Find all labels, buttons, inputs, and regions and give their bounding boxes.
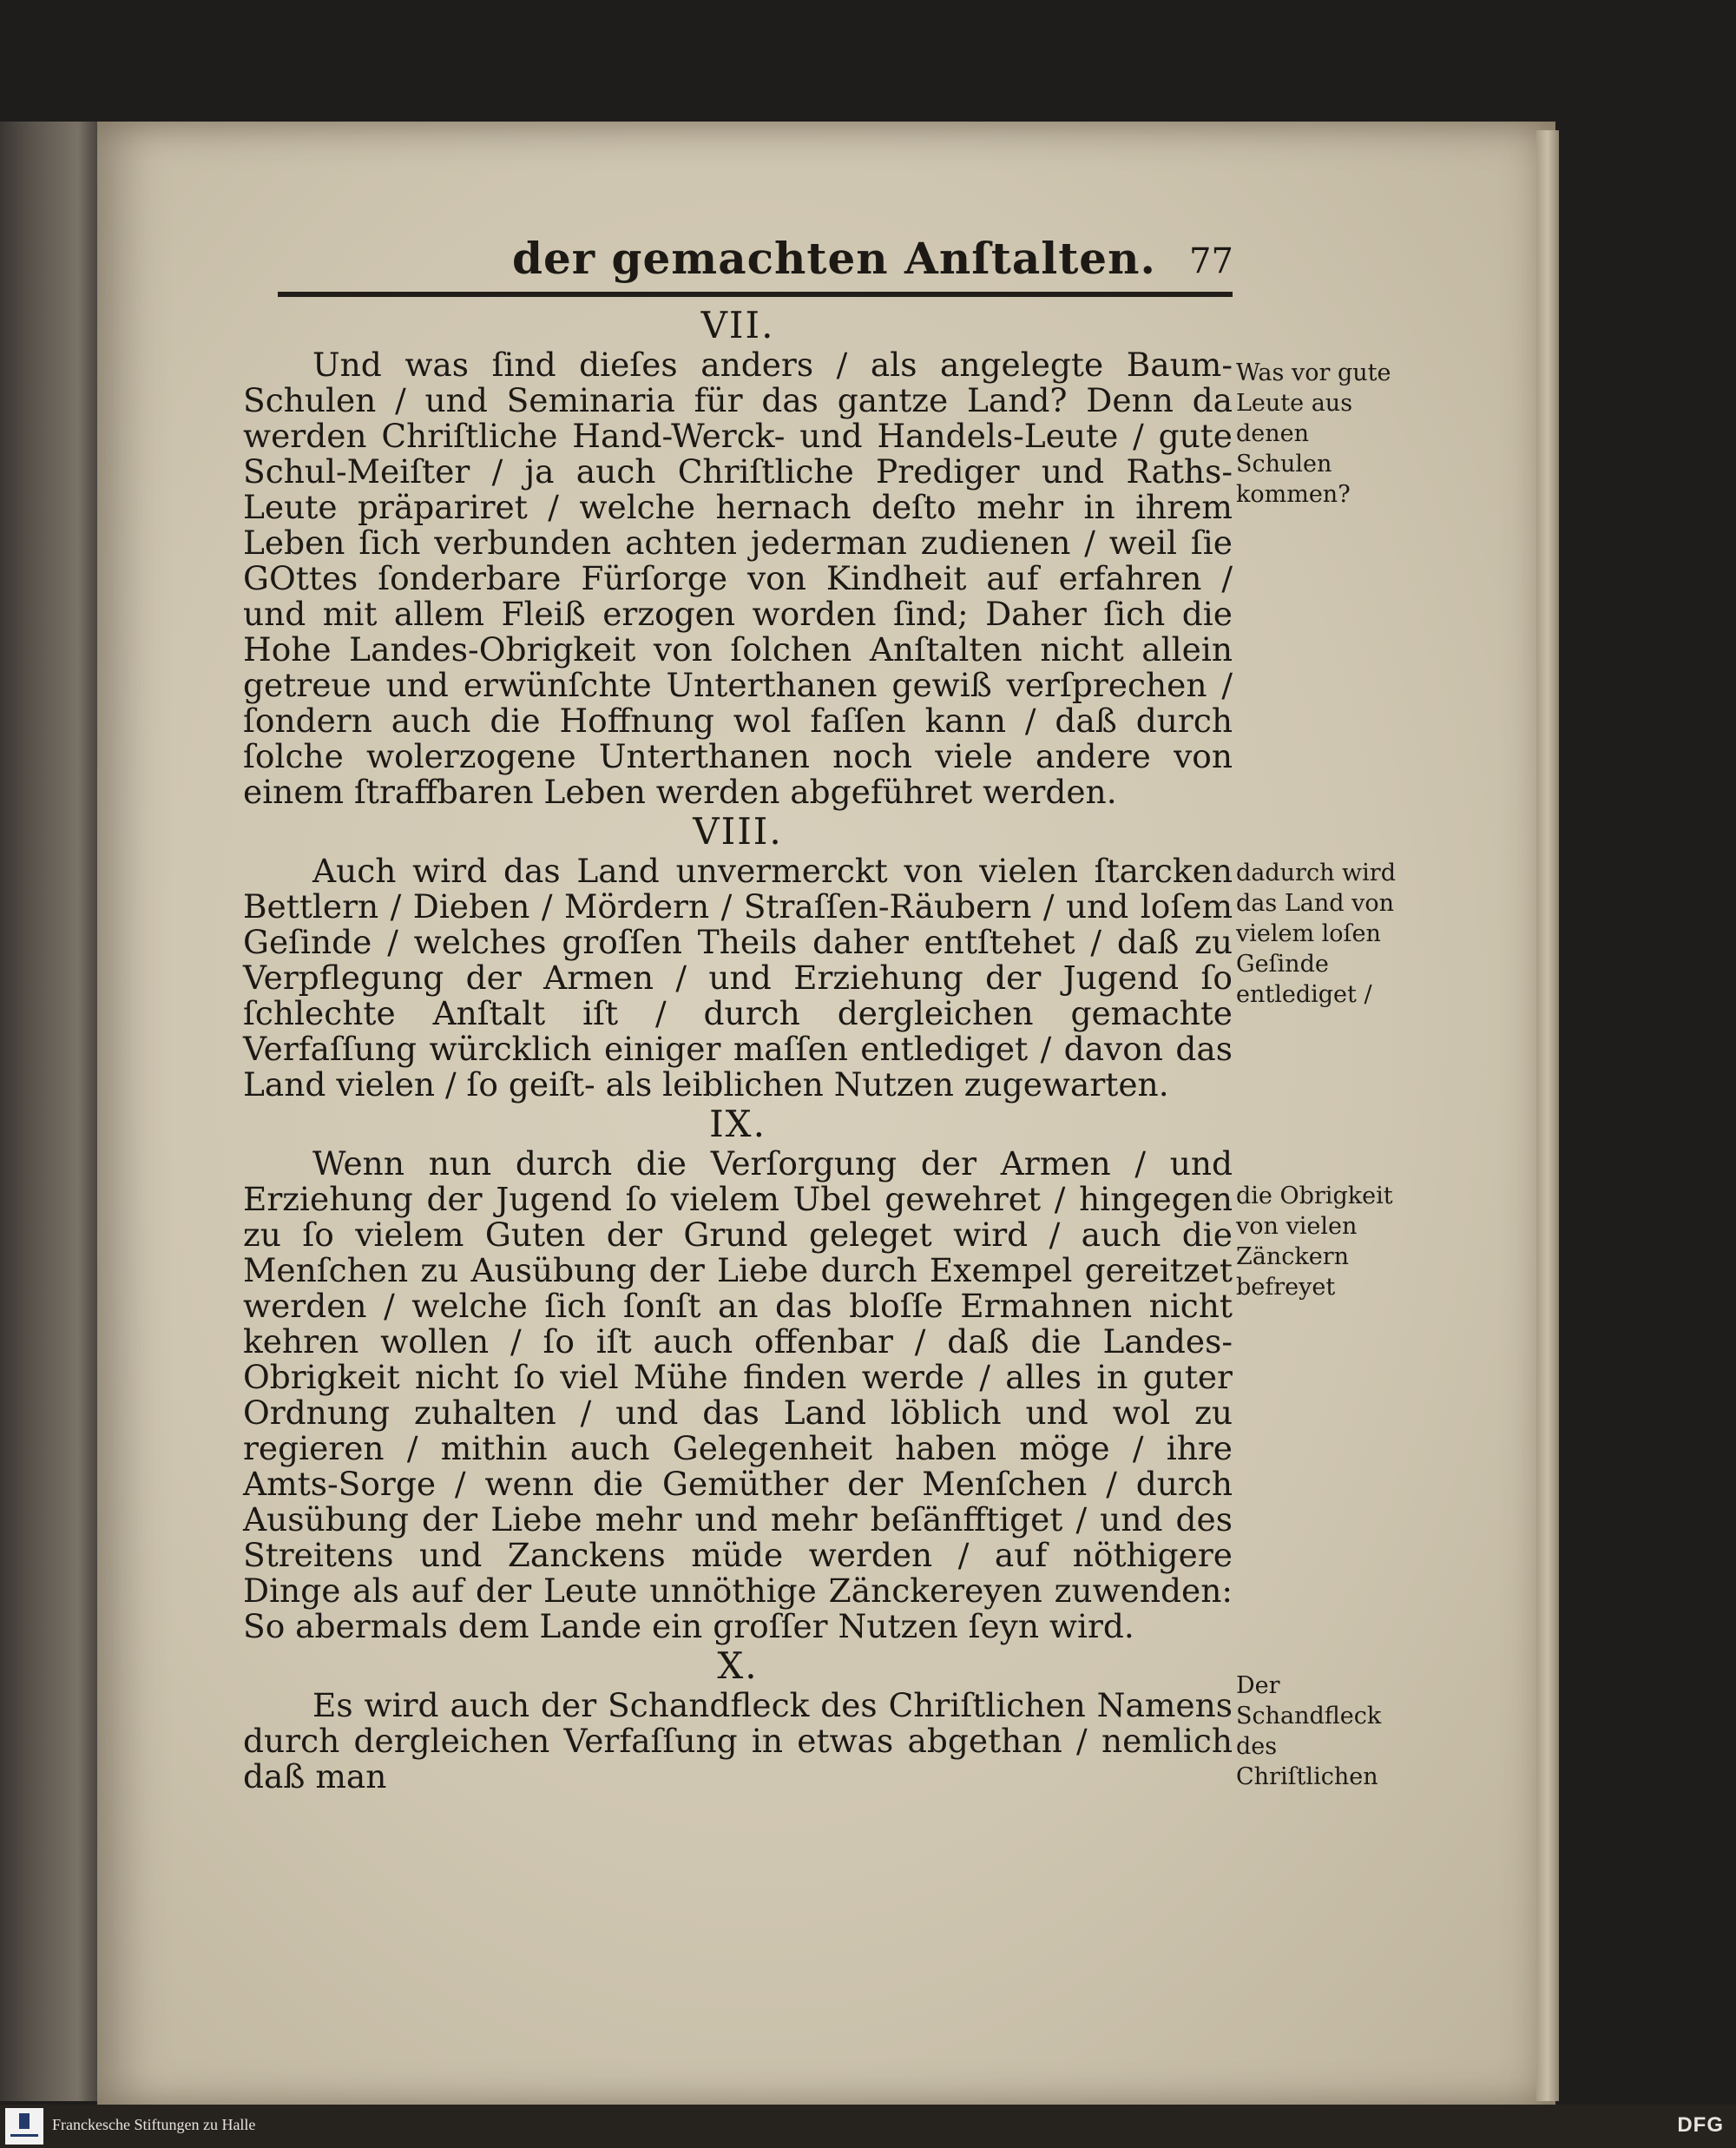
section-number: IX. <box>709 1103 766 1145</box>
margin-note: dadurch wird das Land von vielem loſen Geſinde entlediget / <box>1236 860 1396 1008</box>
page-number: 77 <box>1189 241 1233 281</box>
section-paragraph: Es wird auch der Schandfleck des Chriſtlichen Namens durch dergleichen Verfaſſung in etwas abgethan / nemlich daß man <box>243 1686 1233 1795</box>
section-paragraph: Und was ſind dieſes anders / als angelegte Baum-Schulen / und Seminaria für das gantze Land? Denn da werden Chriſtliche Hand-Werck- und Handels-Leute / gute Schul-Meiſter / ja auch Chriſtliche Prediger und Raths-Leute präpariret / welche hernach deſto mehr in ihrem Leben ſich verbunden achten jederman zudienen / weil ſie GOttes ſonderbare Fürſorge von Kindheit auf erfahren / und mit allem Fleiß erzogen worden ſind; Daher ſich die Hohe Landes-Obrigkeit von ſolchen Anſtalten nicht allein getreue und erwünſchte Unterthanen gewiß verſprechen / ſondern auch die Hoffnung wol faſſen kann / daß durch ſolche wolerzogene Unterthanen noch viele andere von einem ſtraffbaren Leben werden abgeführet werden. <box>243 346 1233 811</box>
section-paragraph: Wenn nun durch die Verſorgung der Armen / und Erziehung der Jugend ſo vielem Ubel gewehret / hingegen zu ſo vielem Guten der Grund geleget wird / auch die Menſchen zu Ausübung der Liebe durch Exempel gereitzet werden / welche ſich ſonſt an das bloſſe Ermahnen nicht kehren wollen / ſo iſt auch offenbar / daß die Landes-Obrigkeit nicht ſo viel Mühe finden werde / alles in guter Ordnung zuhalten / und das Land löblich und wol zu regieren / mithin auch Gelegenheit haben möge / ihre Amts-Sorge / wenn die Gemüther der Menſchen / durch Ausübung der Liebe mehr und mehr beſänfftiget / und des Streitens und Zanckens müde werden / auf nöthigere Dinge als auf der Leute unnöthige Zänckereyen zuwenden: So abermals dem Lande ein groſſer Nutzen ſeyn wird. <box>243 1144 1233 1645</box>
page-edge <box>1536 130 1559 2101</box>
margin-note: die Obrigkeit von vielen Zänckern befreyet <box>1236 1183 1393 1301</box>
margin-note: Der Schandfleck des Chriſtlichen <box>1236 1672 1382 1790</box>
page-header <box>278 233 1233 293</box>
institution-logo-icon <box>5 2108 43 2145</box>
dfg-logo: DFG <box>1677 2113 1724 2137</box>
margin-note: Was vor gute Leute aus denen Schulen kommen? <box>1236 359 1391 508</box>
left-page-edge <box>0 122 97 2101</box>
section-paragraph: Auch wird das Land unvermerckt von vielen ſtarcken Bettlern / Dieben / Mördern / Straſſen-Räubern / und loſem Geſinde / welches groſſen Theils daher entſtehet / daß zu Verpflegung der Armen / und Erziehung der Jugend ſo ſchlechte Anſtalt iſt / durch dergleichen gemachte Verfaſſung würcklich einiger maſſen entlediget / davon das Land vielen / ſo geiſt- als leiblichen Nutzen zugewarten. <box>243 852 1233 1104</box>
viewer-footer <box>0 2105 1736 2148</box>
section-number: VIII. <box>693 810 783 853</box>
institution-name: Franckesche Stiftungen zu Halle <box>52 2116 256 2133</box>
section-number: X. <box>717 1644 759 1687</box>
section-number: VII. <box>700 304 775 346</box>
running-head: der gemachten Anſtalten. <box>512 233 1156 284</box>
header-rule <box>278 292 1233 297</box>
main-text <box>243 304 1233 1795</box>
